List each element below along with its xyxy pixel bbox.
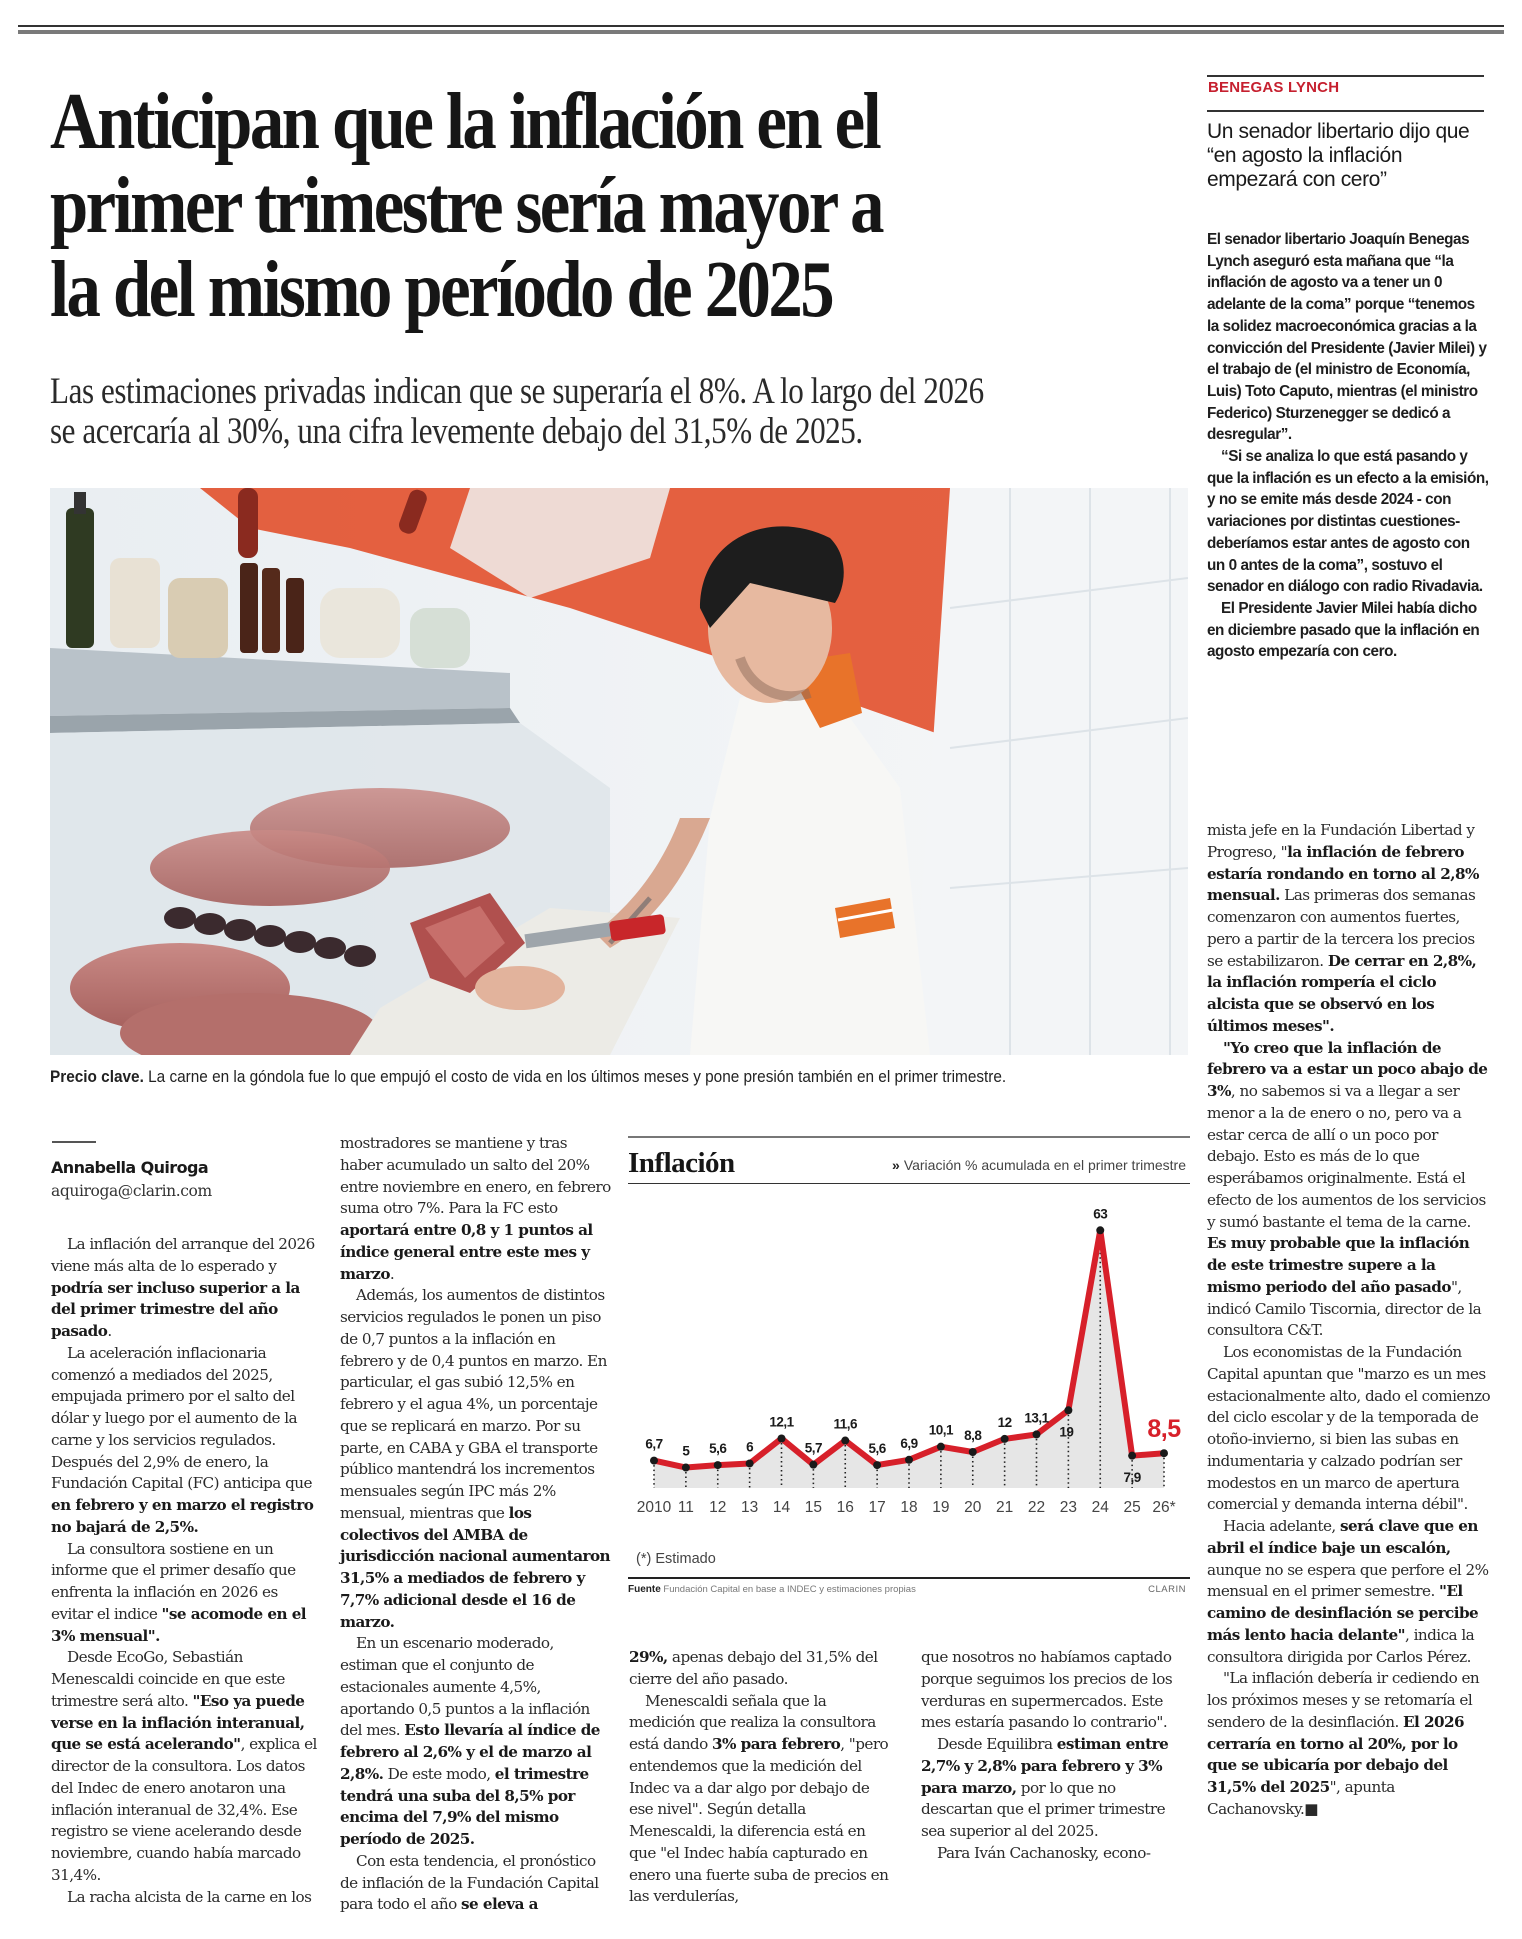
chart-data-label: 5 [682, 1443, 690, 1459]
chart-data-label: 8,8 [964, 1428, 982, 1443]
emphasized-text: será clave que en abril el índice baje un escalón, [1207, 1517, 1478, 1557]
emphasized-text: 29%, [629, 1648, 668, 1666]
chart-point [1001, 1435, 1009, 1443]
chart-point [778, 1435, 786, 1443]
article-paragraph [340, 1285, 612, 1633]
article-paragraph [629, 1691, 895, 1909]
chart-point [841, 1437, 849, 1445]
body-text: Para Iván Cachanosky, econo- [937, 1843, 1151, 1862]
article-paragraph [51, 1647, 321, 1886]
body-text: , explica el director de la consultora. Los datos del Indec de enero anotaron una inflación interanual de 32,4%. Ese registro se viene acelerando desde noviembre, cuando había marcado 31,4%. [51, 1735, 317, 1884]
sidebar-rule-bottom [1207, 110, 1484, 112]
chart-x-tick-label: 24 [1091, 1499, 1109, 1516]
body-text: , no sabemos si va a llegar a ser menor a la de enero o no, pero va a estar cerca de allí o un poco por debajo. Esto es más de lo que esperábamos originalmente. Está el efecto de los aumentos de los servicios y sumó bastante el tema de la carne. [1207, 1082, 1486, 1231]
article-paragraph [921, 1647, 1187, 1734]
chart-data-label: 6,9 [900, 1435, 918, 1451]
chart-data-label: 5,6 [868, 1441, 886, 1457]
body-text: , indica la consultora dirigida por Carlos Pérez. [1207, 1625, 1475, 1666]
emphasized-text: aportará entre 0,8 y 1 puntos al índice general entre este mes y marzo [340, 1221, 593, 1283]
chart-point [650, 1457, 658, 1465]
chart-point [809, 1461, 817, 1469]
body-text: ", indicó Camilo Tiscornia, director de la consultora C&T. [1207, 1277, 1482, 1340]
chart-x-tick-label: 21 [996, 1499, 1014, 1516]
article-photo [50, 488, 1188, 1055]
sidebar-body [1207, 229, 1489, 663]
body-text: Menescaldi señala que la medición que realiza la consultora está dando [629, 1691, 876, 1753]
article-column-2 [340, 1133, 612, 1916]
chart-point [969, 1448, 977, 1456]
chart-rule-header [628, 1183, 1190, 1184]
article-paragraph [1207, 1668, 1491, 1820]
body-text: La consultora sostiene en un informe que el primer desafío que enfrenta la inflación en 2026 es evitar el indice [51, 1539, 296, 1623]
chart-credit: CLARIN [1148, 1584, 1186, 1595]
chart-x-tick-label: 12 [709, 1499, 727, 1516]
article-column-4 [921, 1647, 1187, 1865]
chart-point [905, 1456, 913, 1464]
byline-author: Annabella Quiroga [51, 1158, 209, 1177]
headline-line: Anticipan que la inflación en el [50, 78, 880, 166]
emphasized-text: se eleva a [461, 1895, 538, 1914]
chart-source-label: Fuente [628, 1584, 661, 1595]
article-paragraph [51, 1539, 321, 1648]
sidebar-paragraph: “Si se analiza lo que está pasando y que la inflación es un efecto a la emisión, y no se emite más desde 2024 - con variaciones por distintas cuestiones- deberíamos estar antes de agosto con un 0 antes de la coma”, sostuvo el senador en diálogo con radio Rivadavia. [1207, 448, 1489, 596]
article-paragraph [51, 1887, 321, 1909]
chart-x-tick-label: 13 [741, 1499, 759, 1516]
body-text: En un escenario moderado, estiman que el conjunto de estacionales aumente 4,5%, aportando 0,5 puntos a la inflación del mes. [340, 1634, 590, 1740]
body-text: La inflación del arranque del 2026 viene más alta de lo esperado y [51, 1235, 315, 1275]
body-text: . [107, 1322, 112, 1340]
chart-point [1033, 1430, 1041, 1438]
emphasized-text: De cerrar en 2,8%, la inflación rompería el ciclo alcista que se observó en los últimos meses". [1207, 951, 1477, 1035]
chart-data-label: 5,7 [804, 1440, 823, 1456]
chart-data-label: 5,6 [709, 1441, 727, 1457]
chart-point [937, 1443, 945, 1451]
chart-subtitle-text: Variación % acumulada en el primer trimestre [903, 1157, 1186, 1173]
emphasized-text: Esto llevaría al índice de febrero al 2,6% y el de marzo al 2,8%. [340, 1721, 600, 1783]
body-text: mista jefe en la Fundación Libertad y Progreso, " [1207, 821, 1475, 861]
chart-source-text: Fundación Capital en base a INDEC y estimaciones propias [663, 1584, 916, 1595]
emphasized-text: los colectivos del AMBA de jurisdicción nacional aumentaron 31,5% a mediados de febrero y 7,7% adicional desde el 16 de marzo. [340, 1503, 611, 1631]
chart-data-label: 13,1 [1024, 1410, 1049, 1426]
byline-email[interactable]: aquiroga@clarin.com [51, 1182, 212, 1200]
emphasized-text: "Eso ya puede verse en la inflación interanual, que se está acelerando" [51, 1691, 305, 1754]
emphasized-text: "El camino de desinflación se percibe más lento hacia delante" [1207, 1582, 1479, 1644]
chart-data-label: 12 [997, 1414, 1012, 1430]
chart-data-label: 63 [1093, 1206, 1108, 1222]
body-text: Los economistas de la Fundación Capital apuntan que "marzo es un mes estacionalmente alto, dado el comienzo del ciclo escolar y de la temporada de otoño-invierno, si bien las subas en indumentaria y calzado podrían ser modestos en un marco de apertura comercial y demanda interna débil". [1207, 1343, 1491, 1514]
emphasized-text: el trimestre tendrá una suba del 8,5% por encima del 7,9% del mismo período de 2025. [340, 1764, 589, 1848]
body-text: Hacia adelante, [1223, 1517, 1340, 1535]
article-paragraph [921, 1734, 1187, 1843]
article-column-5 [1207, 820, 1491, 1821]
chart-x-tick-label: 23 [1059, 1499, 1077, 1516]
chart-data-label: 7,9 [1123, 1470, 1141, 1485]
chart-note: (*) Estimado [636, 1551, 716, 1567]
chart-rule-bottom [628, 1577, 1190, 1579]
chart-point [873, 1461, 881, 1469]
butcher-photo-illustration [50, 488, 1188, 1055]
chart-plot [628, 1188, 1190, 1548]
chart-point [1096, 1226, 1104, 1234]
chart-point [682, 1464, 690, 1472]
body-text: "La inflación debería ir cediendo en los próximos meses y se retomaría el sendero de la desinflación. [1207, 1669, 1480, 1731]
caption-lead: Precio clave. [50, 1068, 144, 1086]
sidebar-paragraph: El senador libertario Joaquín Benegas Lynch aseguró esta mañana que “la inflación de agosto va a tener un 0 adelante de la coma” porque “tenemos la solidez macroeconómica gracias a la convicción del Presidente (Javier Milei) y el trabajo de (el ministro de Economía, Luis) Toto Caputo, mientras (el ministro Federico) Sturzenegger se dedicó a desregular”. [1207, 231, 1487, 444]
sidebar-title: Un senador libertario dijo que “en agosto la inflación empezará con cero” [1207, 120, 1470, 191]
emphasized-text: la inflación de febrero estaría rondando en torno al 2,8% mensual. [1207, 842, 1479, 905]
emphasized-text: "Yo creo que la inflación de febrero va a estar un poco abajo de 3% [1207, 1038, 1488, 1100]
emphasized-text: Es muy probable que la inflación de este trimestre supere a la mismo periodo del año pasado [1207, 1234, 1470, 1296]
body-text: De este modo, [383, 1764, 495, 1783]
chart-x-tick-label: 16 [836, 1499, 854, 1516]
article-paragraph [1207, 820, 1491, 1038]
masthead-rule-bottom [18, 30, 1504, 34]
body-text: mostradores se mantiene y tras haber acumulado un salto del 20% entre noviembre en enero, en febrero suma otro 7%. Para la FC esto [340, 1134, 611, 1218]
deck-line: Las estimaciones privadas indican que se superaría el 8%. A lo largo del 2026 [50, 371, 984, 412]
body-text: Desde EcoGo, Sebastián Menescaldi coincide en que este trimestre será alto. [51, 1648, 285, 1710]
chart-data-label: 19 [1059, 1424, 1074, 1440]
body-text: que nosotros no habíamos captado porque seguimos los precios de los verduras en supermercados. Este mes estaría pasando lo contrario". [921, 1648, 1173, 1732]
emphasized-text: 3% para febrero [711, 1735, 841, 1753]
chart-x-tick-label: 25 [1123, 1499, 1141, 1516]
sidebar-rule-top [1207, 75, 1484, 77]
chart-x-tick-label: 26* [1152, 1499, 1176, 1516]
chart-point [1064, 1406, 1072, 1414]
chart-x-tick-label: 18 [900, 1499, 918, 1516]
chart-x-tick-label: 2010 [636, 1499, 672, 1516]
body-text: , "pero entendemos que la medición del Indec va a dar algo por debajo de ese nivel". Según detalla Menescaldi, la diferencia está en que "el Indec había capturado en enero una fuerte suba de precios en las verdulerías, [629, 1735, 889, 1906]
article-column-3 [629, 1647, 895, 1908]
article-paragraph [340, 1633, 612, 1851]
chart-point [1160, 1449, 1168, 1457]
chart-x-tick-label: 22 [1027, 1499, 1046, 1516]
chart-rule-top [628, 1136, 1190, 1138]
article-paragraph [340, 1851, 612, 1916]
headline-line: la del mismo período de 2025 [50, 246, 833, 334]
article-paragraph [629, 1647, 895, 1691]
article-paragraph [51, 1234, 321, 1343]
body-text: . [389, 1264, 395, 1283]
inflation-chart [628, 1133, 1190, 1603]
caption-text: La carne en la góndola fue lo que empujó el costo de vida en los últimos meses y pone presión también en el primer trimestre. [143, 1068, 1007, 1086]
article-paragraph [921, 1843, 1187, 1865]
chart-x-tick-label: 11 [677, 1499, 694, 1516]
article-paragraph [1207, 1516, 1491, 1668]
article-headline [50, 80, 1039, 332]
chart-data-label: 12,1 [769, 1414, 794, 1430]
chart-subtitle-marker-icon: » [892, 1157, 900, 1173]
deck-line: se acercaría al 30%, una cifra levemente debajo del 31,5% de 2025. [50, 411, 863, 452]
body-text: ", apunta Cachanovsky.■ [1207, 1778, 1395, 1818]
chart-point [746, 1459, 754, 1467]
body-text: apenas debajo del 31,5% del cierre del año pasado. [629, 1648, 878, 1688]
chart-data-label: 8,5 [1147, 1415, 1181, 1444]
masthead-rule-top [18, 25, 1504, 27]
article-paragraph [51, 1343, 321, 1539]
emphasized-text: podría ser incluso superior a la del primer trimestre del año pasado [51, 1278, 300, 1340]
body-text: La racha alcista de la carne en los [67, 1887, 312, 1906]
body-text: por lo que no descartan que el primer trimestre sea superior al del 2025. [921, 1778, 1166, 1840]
body-text: Con esta tendencia, el pronóstico de inflación de la Fundación Capital para todo el año [340, 1851, 599, 1914]
chart-data-label: 11,6 [833, 1416, 858, 1432]
chart-x-tick-label: 20 [964, 1499, 982, 1516]
photo-caption [50, 1068, 1120, 1087]
sidebar-kicker: BENEGAS LYNCH [1208, 79, 1340, 96]
body-text: La aceleración inflacionaria comenzó a mediados del 2025, empujada primero por el salto del dólar y luego por el aumento de la carne y los servicios regulados. Después del 2,9% de enero, la Fundación Capital (FC) anticipa que [51, 1343, 312, 1493]
chart-x-tick-label: 19 [932, 1499, 950, 1516]
body-text: aunque no se espera que perfore el 2% mensual en el primer semestre. [1207, 1560, 1489, 1601]
article-paragraph [1207, 1342, 1491, 1516]
emphasized-text: "se acomode en el 3% mensual". [51, 1604, 307, 1645]
chart-data-label: 10,1 [928, 1422, 954, 1438]
body-text: Las primeras dos semanas comenzaron con aumentos fuertes, pero a partir de la tercera los precios se estabilizaron. [1207, 886, 1476, 970]
chart-data-label: 6,7 [645, 1436, 663, 1452]
chart-point [714, 1461, 722, 1469]
chart-x-tick-label: 14 [772, 1499, 791, 1516]
byline-rule [52, 1141, 96, 1143]
chart-title: Inflación [628, 1147, 735, 1179]
emphasized-text: en febrero y en marzo el registro no bajará de 2,5%. [51, 1496, 314, 1536]
body-text: Además, los aumentos de distintos servicios regulados le ponen un piso de 0,7 puntos a la inflación en febrero y de 0,4 puntos en marzo. En particular, el gas subió 12,5% en febrero y el agua 4%, un porcentaje que se replicará en marzo. Por su parte, en CABA y GBA el transporte público mantendrá los incrementos mensuales según IPC más 2% mensual, mientras que [340, 1286, 607, 1522]
chart-source [628, 1584, 916, 1595]
article-paragraph [1207, 1038, 1491, 1343]
headline-line: primer trimestre sería mayor a [50, 162, 882, 250]
chart-data-label: 6 [746, 1439, 754, 1455]
body-text: Desde Equilibra [937, 1735, 1057, 1753]
chart-x-tick-label: 15 [804, 1499, 822, 1516]
chart-point [1128, 1452, 1136, 1460]
emphasized-text: El 2026 cerraría en torno al 20%, por lo que se ubicaría por debajo del 31,5% del 2025 [1207, 1712, 1465, 1796]
sidebar-paragraph: El Presidente Javier Milei había dicho en diciembre pasado que la inflación en agosto empezaría con cero. [1207, 599, 1480, 661]
article-paragraph [340, 1133, 612, 1285]
chart-subtitle [892, 1157, 1186, 1173]
emphasized-text: estiman entre 2,7% y 2,8% para febrero y 3% para marzo, [921, 1735, 1169, 1797]
article-column-1 [51, 1234, 321, 1908]
chart-x-tick-label: 17 [868, 1499, 886, 1516]
article-deck [50, 372, 1016, 452]
